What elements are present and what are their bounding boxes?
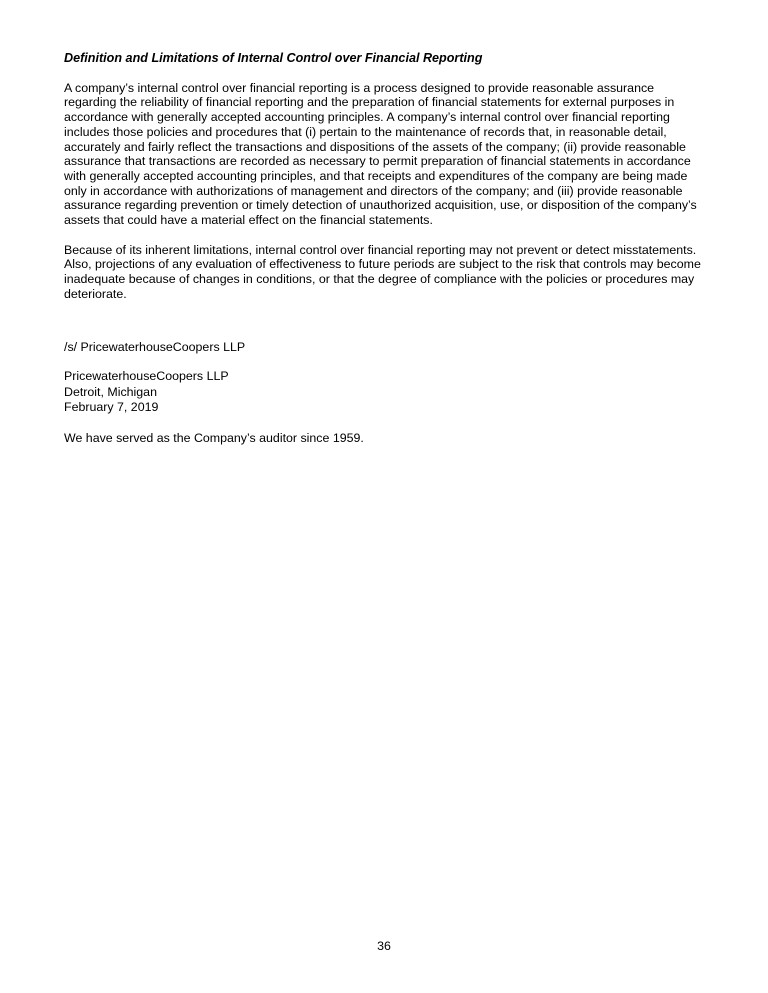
paragraph-icfr-definition: A company’s internal control over financial reporting is a process designed to provide reasonable assurance regarding the reliability of financial reporting and the preparation of financial statements for external purposes in accordance with generally accepted accounting principles. A company’s internal control over financial reporting includes those policies and procedures that (i) pertain to the maintenance of records that, in reasonable detail, accurately and fairly reflect the transactions and dispositions of the assets of the company; (ii) provide reasonable assurance that transactions are recorded as necessary to permit preparation of financial statements in accordance with generally accepted accounting principles, and that receipts and expenditures of the company are being made only in accordance with authorizations of management and directors of the company; and (iii) provide reasonable assurance regarding prevention or timely detection of unauthorized acquisition, use, or disposition of the company’s assets that could have a material effect on the financial statements. [64, 80, 697, 228]
firm-block [64, 369, 708, 415]
report-date: February 7, 2019 [64, 399, 159, 414]
page-number: 36 [377, 939, 391, 953]
section-heading: Definition and Limitations of Internal Control over Financial Reporting [64, 51, 483, 65]
firm-name: PricewaterhouseCoopers LLP [64, 369, 229, 384]
firm-location: Detroit, Michigan [64, 384, 157, 399]
document-content [64, 51, 708, 446]
paragraph-icfr-limitations: Because of its inherent limitations, internal control over financial reporting may not prevent or detect misstatements. Also, projections of any evaluation of effectiveness to future periods are subject to the risk that controls may become inadequate because of changes in conditions, or that the degree of compliance with the policies or procedures may deteriorate. [64, 242, 701, 301]
auditor-tenure-note: We have served as the Company’s auditor since 1959. [64, 431, 364, 446]
signature-line: /s/ PricewaterhouseCoopers LLP [64, 339, 246, 354]
